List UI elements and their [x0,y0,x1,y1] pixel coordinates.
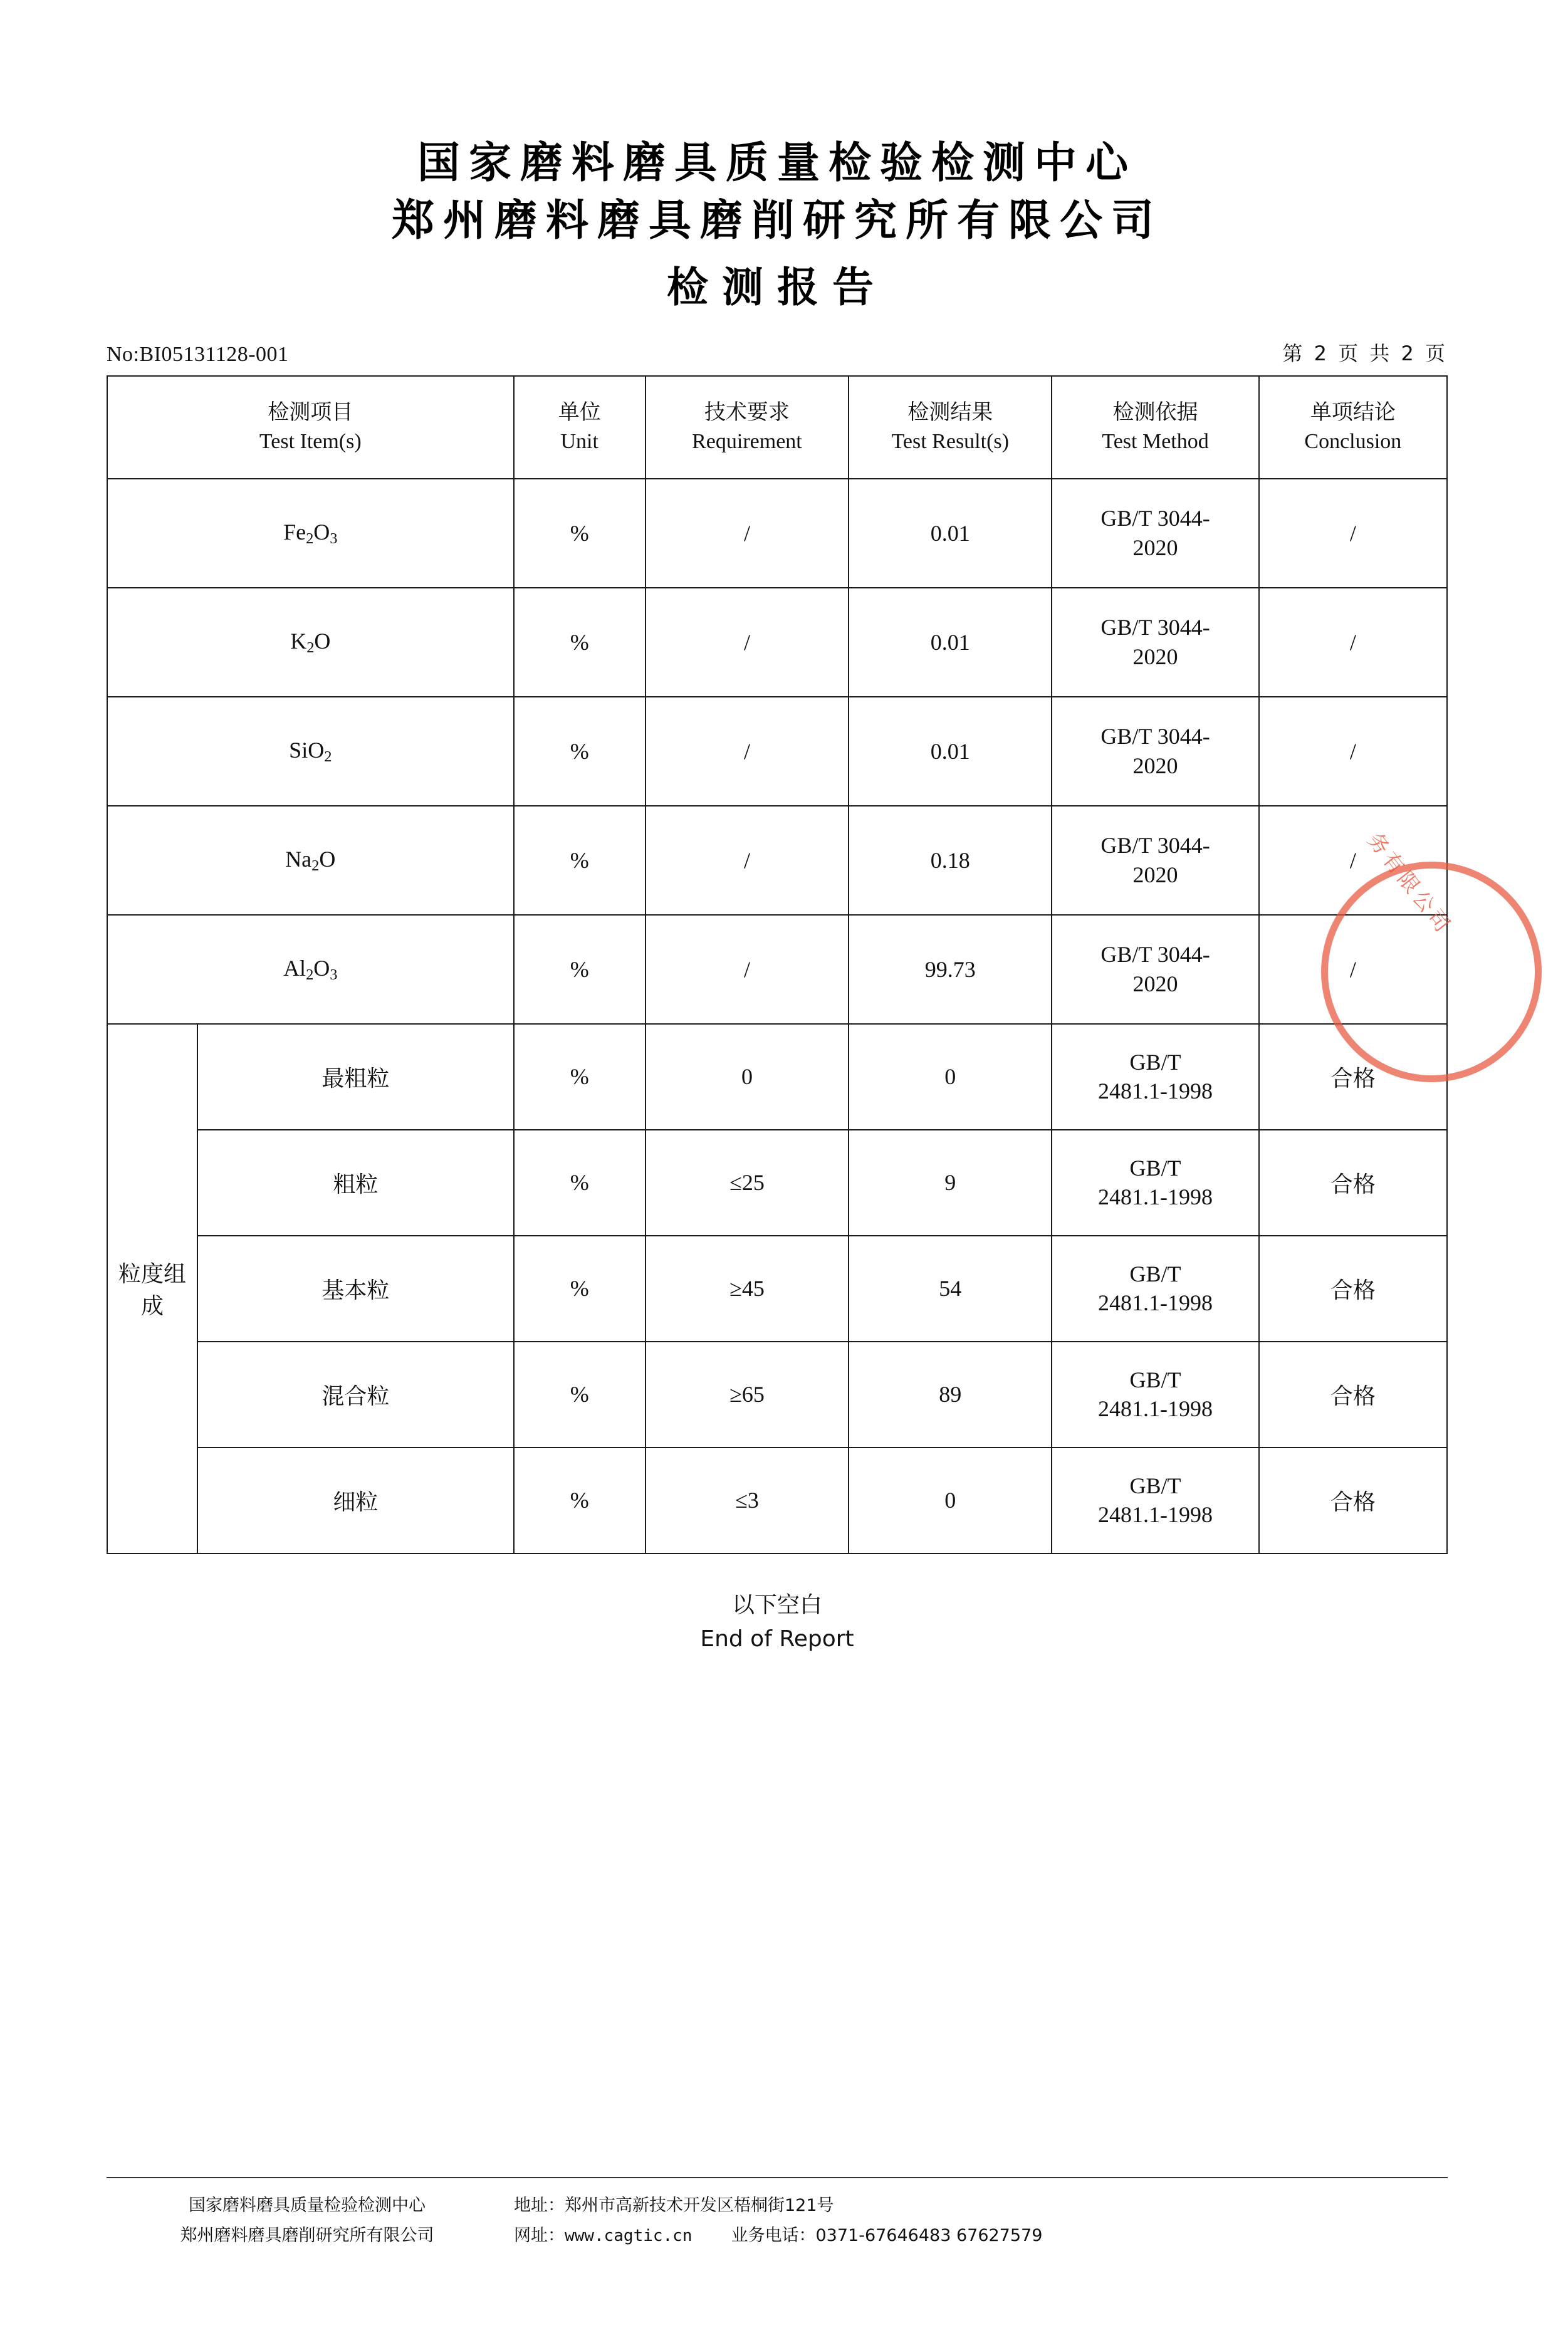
header-item-cn: 检测项目 [268,400,353,425]
formula-sub1: 2 [306,530,314,547]
cell-method [1052,806,1258,915]
document-header [0,135,1554,319]
method-line-2: 2020 [1132,753,1178,778]
cell-result: 0.01 [849,479,1052,588]
cell-unit: % [514,1448,645,1553]
table-header-method [1052,376,1258,479]
formula-main: Fe [283,519,306,545]
cell-result: 0.01 [849,588,1052,697]
end-note-en: End of Report [700,1626,854,1652]
method-line-2: 2020 [1132,644,1178,669]
table-row [107,1342,1447,1448]
page-title: 检测报告 [667,262,887,311]
method-line-2: 2481.1-1998 [1098,1184,1213,1210]
method-line-2: 2481.1-1998 [1098,1396,1213,1422]
cell-unit: % [514,1130,645,1236]
footer-org-block [107,2191,508,2250]
cell-conclusion: / [1259,479,1447,588]
cell-method [1052,1024,1258,1130]
header-unit-cn: 单位 [558,400,601,425]
end-of-report-note [0,1589,1554,1656]
cell-result: 54 [849,1236,1052,1342]
results-table [107,375,1448,1554]
cell-test-item [107,915,514,1024]
header-line-company-name: 郑州磨料磨具磨削研究所有限公司 [391,195,1163,246]
method-line-2: 2020 [1132,971,1178,996]
header-conclusion-cn: 单项结论 [1310,400,1396,425]
cell-unit: % [514,1024,645,1130]
company-seal-text: 务有限公司 [1362,828,1457,939]
table-row [107,1448,1447,1553]
cell-method [1052,1448,1258,1553]
cell-requirement: / [645,697,849,806]
cell-test-item: 最粗粒 [197,1024,513,1130]
cell-test-item: 细粒 [197,1448,513,1553]
header-result-en: Test Result(s) [891,429,1009,453]
table-header-test-item [107,376,514,479]
cell-result: 9 [849,1130,1052,1236]
method-line-1: GB/T [1129,1261,1181,1287]
cell-method [1052,915,1258,1024]
formula-mid: O [314,628,331,654]
cell-method [1052,1342,1258,1448]
footer-contact-block [508,2191,1448,2250]
cell-result: 0 [849,1448,1052,1553]
header-result-cn: 检测结果 [907,400,993,425]
formula-sub2: 3 [330,966,338,983]
cell-method [1052,697,1258,806]
report-page [0,135,1554,2333]
table-row [107,915,1447,1024]
footer-website-label: 网址： [514,2225,565,2245]
cell-group-label-granularity: 粒度组成 [107,1024,197,1553]
table-row [107,1024,1447,1130]
formula-sub1: 2 [306,639,315,656]
header-method-cn: 检测依据 [1112,400,1198,425]
formula-main: SiO [289,737,325,763]
cell-requirement: 0 [645,1024,849,1130]
table-header-row [107,376,1447,479]
table-row [107,1130,1447,1236]
meta-row [107,338,1448,367]
cell-requirement: ≥45 [645,1236,849,1342]
formula-sub1: 2 [324,748,332,765]
formula-main: K [290,628,307,654]
formula-sub1: 2 [306,966,314,983]
cell-method [1052,1130,1258,1236]
cell-conclusion: 合格 [1259,1236,1447,1342]
cell-requirement: / [645,588,849,697]
cell-unit: % [514,806,645,915]
header-unit-en: Unit [560,429,598,453]
formula-main: Al [283,955,306,981]
results-table-container [107,375,1448,1554]
footer-website [514,2221,693,2251]
table-header-unit [514,376,645,479]
table-row [107,697,1447,806]
cell-conclusion: / [1259,915,1447,1024]
method-line-2: 2481.1-1998 [1098,1290,1213,1316]
table-header-requirement [645,376,849,479]
cell-test-item [107,588,514,697]
cell-conclusion: / [1259,588,1447,697]
cell-conclusion: 合格 [1259,1130,1447,1236]
footer-org-line-1: 国家磨料磨具质量检验检测中心 [189,2196,426,2216]
cell-unit: % [514,915,645,1024]
cell-requirement: / [645,806,849,915]
formula-mid: O [313,519,330,545]
method-line-2: 2481.1-1998 [1098,1502,1213,1528]
cell-conclusion: 合格 [1259,1448,1447,1553]
cell-unit: % [514,1342,645,1448]
cell-test-item: 基本粒 [197,1236,513,1342]
cell-result: 0.01 [849,697,1052,806]
footer-divider [107,2177,1448,2178]
formula-sub2: 3 [330,530,338,547]
formula-mid: O [313,955,330,981]
method-line-1: GB/T [1129,1155,1181,1181]
cell-conclusion: / [1259,806,1447,915]
cell-conclusion: / [1259,697,1447,806]
cell-unit: % [514,697,645,806]
method-line-1: GB/T [1129,1049,1181,1075]
cell-unit: % [514,479,645,588]
table-row [107,588,1447,697]
footer-website-value: www.cagtic.cn [565,2226,693,2245]
cell-conclusion: 合格 [1259,1342,1447,1448]
end-note-cn: 以下空白 [731,1592,822,1618]
cell-result: 89 [849,1342,1052,1448]
footer-phone: 业务电话：0371-67646483 67627579 [731,2225,1043,2245]
formula-sub1: 2 [311,857,320,874]
cell-test-item: 粗粒 [197,1130,513,1236]
cell-unit: % [514,1236,645,1342]
cell-conclusion: 合格 [1259,1024,1447,1130]
cell-requirement: ≤25 [645,1130,849,1236]
method-line-2: 2481.1-1998 [1098,1078,1213,1104]
table-row [107,479,1447,588]
table-row [107,1236,1447,1342]
cell-result: 0 [849,1024,1052,1130]
header-req-cn: 技术要求 [704,400,790,425]
method-line-1: GB/T 3044- [1100,724,1210,749]
cell-requirement: ≤3 [645,1448,849,1553]
header-line-center-name: 国家磨料磨具质量检验检测中心 [417,138,1137,188]
table-header-result [849,376,1052,479]
cell-method [1052,588,1258,697]
method-line-1: GB/T [1129,1473,1181,1498]
cell-test-item [107,806,514,915]
cell-requirement: / [645,915,849,1024]
cell-test-item: 混合粒 [197,1342,513,1448]
table-header-conclusion [1259,376,1447,479]
method-line-1: GB/T 3044- [1100,942,1210,968]
page-number: 第 2 页 共 2 页 [1282,341,1448,365]
document-footer [107,2177,1448,2250]
cell-test-item [107,479,514,588]
header-method-en: Test Method [1102,429,1209,453]
cell-requirement: / [645,479,849,588]
cell-test-item [107,697,514,806]
formula-main: Na [285,846,312,872]
report-number: No:BI05131128-001 [107,342,289,366]
cell-result: 99.73 [849,915,1052,1024]
footer-address: 地址：郑州市高新技术开发区梧桐街121号 [514,2196,834,2216]
formula-mid: O [319,846,336,872]
cell-requirement: ≥65 [645,1342,849,1448]
cell-result: 0.18 [849,806,1052,915]
method-line-2: 2020 [1132,862,1178,887]
method-line-2: 2020 [1132,535,1178,560]
header-req-en: Requirement [692,429,802,453]
cell-method [1052,1236,1258,1342]
cell-unit: % [514,588,645,697]
cell-method [1052,479,1258,588]
method-line-1: GB/T 3044- [1100,833,1210,859]
method-line-1: GB/T 3044- [1100,506,1210,531]
header-item-en: Test Item(s) [259,429,362,453]
header-conclusion-en: Conclusion [1304,429,1402,453]
table-row [107,806,1447,915]
method-line-1: GB/T 3044- [1100,615,1210,640]
footer-org-line-2: 郑州磨料磨具磨削研究所有限公司 [180,2225,434,2245]
method-line-1: GB/T [1129,1367,1181,1392]
